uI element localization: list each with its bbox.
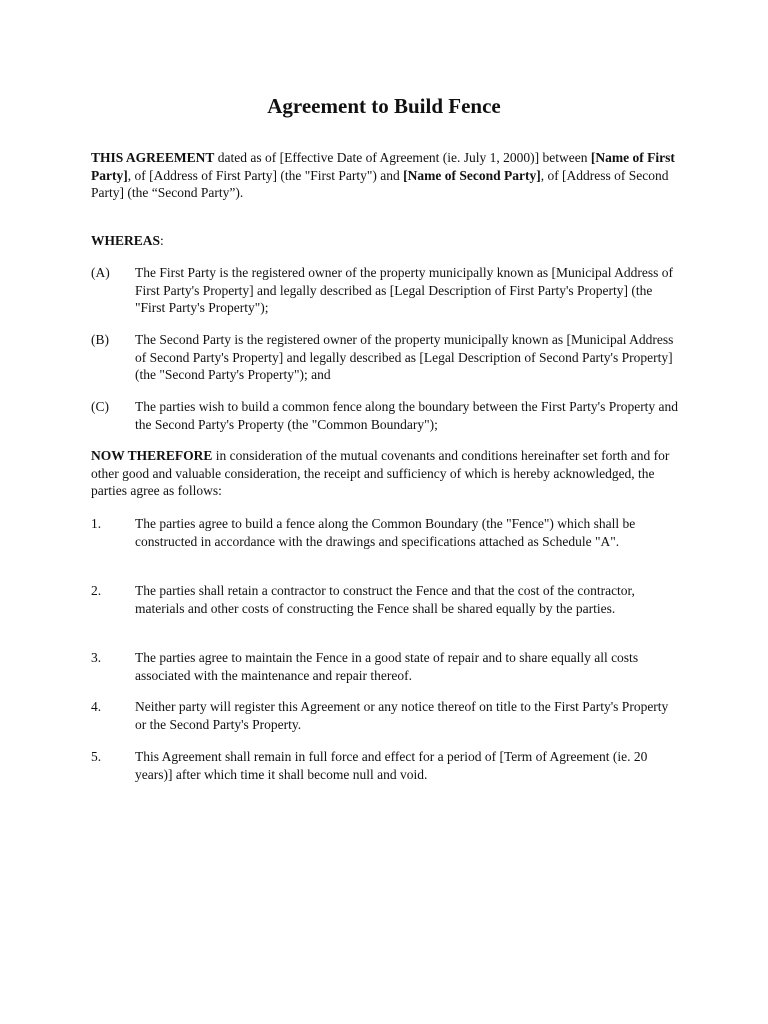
intro-lead: THIS AGREEMENT bbox=[91, 150, 215, 165]
clause-number: 4. bbox=[91, 699, 102, 714]
clause-text: The parties agree to maintain the Fence in a good state of repair and to share equally all costs associated with the maintenance and repair thereof. bbox=[135, 650, 639, 683]
second-party-name: [Name of Second Party] bbox=[403, 167, 541, 183]
clause-text: The parties shall retain a contractor to construct the Fence and that the cost of the contractor, materials and other costs of constructing the Fence shall be shared equally by the parties. bbox=[135, 583, 635, 616]
clause-number: 5. bbox=[91, 749, 102, 764]
intro-text-3: , of [Address of Second Party] (the “Second Party”). bbox=[91, 167, 669, 200]
intro-paragraph bbox=[91, 149, 681, 202]
clause-item bbox=[91, 515, 681, 550]
recital-text: The Second Party is the registered owner of the property municipally known as [Municipal Address of Second Party's Property] and legally described as [Legal Description of Second Party's Property] (the "Second Party's Property"); and bbox=[135, 332, 674, 382]
clause-item bbox=[91, 582, 681, 617]
intro-text-2: , of [Address of First Party] (the "First Party") and bbox=[127, 167, 404, 183]
clause-text: This Agreement shall remain in full force and effect for a period of [Term of Agreement (ie. 20 years)] after which time it shall become null and void. bbox=[135, 749, 648, 782]
first-party-name: [Name of First Party] bbox=[91, 150, 675, 183]
recital-marker: (B) bbox=[91, 332, 109, 347]
document-title: Agreement to Build Fence bbox=[267, 94, 501, 118]
intro-text-1: dated as of [Effective Date of Agreement (ie. July 1, 2000)] between bbox=[214, 150, 591, 165]
clause-number: 1. bbox=[91, 516, 102, 531]
clause-number: 3. bbox=[91, 650, 102, 665]
now-therefore-paragraph bbox=[91, 447, 681, 500]
clause-text: The parties agree to build a fence along the Common Boundary (the "Fence") which shall be constructed in accordance with the drawings and specifications attached as Schedule "A". bbox=[135, 516, 636, 549]
clause-item bbox=[91, 748, 681, 783]
recital-item bbox=[91, 264, 681, 317]
recital-marker: (A) bbox=[91, 265, 110, 280]
whereas-label: WHEREAS bbox=[91, 233, 161, 248]
clause-text: Neither party will register this Agreement or any notice thereof on title to the First Party's Property or the Second Party's Property. bbox=[135, 699, 669, 732]
recital-text: The First Party is the registered owner of the property municipally known as [Municipal Address of First Party's Property] and legally described as [Legal Description of First Party's Property] (the "First Party's Property"); bbox=[135, 265, 674, 315]
whereas-heading bbox=[91, 232, 681, 250]
clause-number: 2. bbox=[91, 583, 102, 598]
now-therefore-lead: NOW THEREFORE bbox=[91, 448, 213, 463]
recital-text: The parties wish to build a common fence along the boundary between the First Party's Property and the Second Party's Property (the "Common Boundary"); bbox=[135, 399, 679, 432]
clause-item bbox=[91, 698, 681, 733]
whereas-colon: : bbox=[160, 233, 164, 248]
recital-item bbox=[91, 331, 681, 384]
now-therefore-text: in consideration of the mutual covenants and conditions hereinafter set forth and for other good and valuable consideration, the receipt and sufficiency of which is hereby acknowledged, the parties agree as follows: bbox=[91, 448, 670, 498]
clause-item bbox=[91, 649, 681, 684]
recital-marker: (C) bbox=[91, 399, 109, 414]
recital-item bbox=[91, 398, 681, 433]
